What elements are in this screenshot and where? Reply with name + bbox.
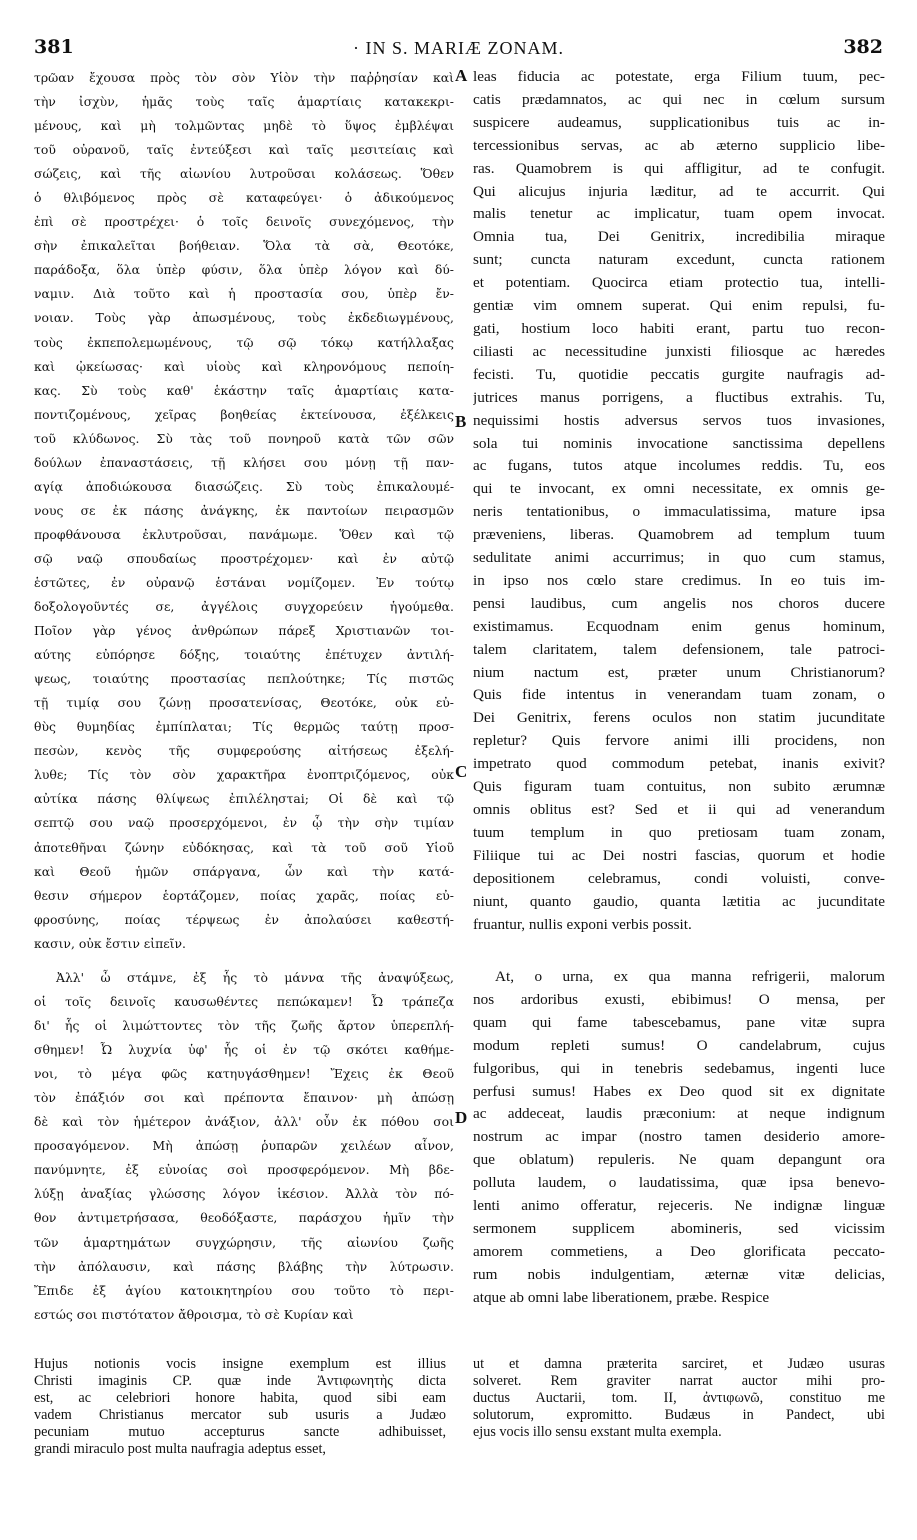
latin-text-line: tuum templum in quo pretiosam tuam zonam, [473,823,885,841]
greek-text-line: Ἔπιδε ἐξ ἁγίου κατοικητηρίου σου τοῦτο τὸ περι- [34,1282,454,1298]
latin-text-line: neris tentationibus, o immaculatissima, mature ipsa [473,503,885,521]
greek-text-line: τὴν ἀπόλαυσιν, καὶ πάσης βλάβης τὴν λύτρωσιν. [34,1258,454,1274]
greek-text-line: Ποῖον γὰρ γένος ἀνθρώπων πάρεξ Χριστιανῶν τοι- [34,623,454,639]
latin-text-line: leas fiducia ac potestate, erga Filium tuum, pec- [473,68,885,85]
greek-text-line: κας. Σὺ τοὺς καθ' ἑκάστην ταῖς ἁμαρτίαις κατα- [34,382,454,398]
latin-text-line: pensi laudibus, cum angelis nos choros ducere [473,594,885,612]
latin-text-line: amorem commetiens, a Deo glorificata peccato- [473,1242,885,1260]
latin-text-line: talem claritatem, talem defensionem, tale patroci- [473,640,885,658]
latin-text-line: perfusi sumus! Habes ex Deo quod sit ex dignitate [473,1082,885,1100]
latin-text-line: lenti animo offeratur, rejeceris. Ne indignæ linguæ [473,1197,885,1215]
latin-text-line: et potentiam. Quocirca etiam protectio tua, intelli- [473,274,885,292]
greek-text-line: μένους, καὶ μὴ τολμῶντας μηδὲ τὸ ὕψος ἐμβλέψαι [34,118,454,134]
margin-letter-b: B [455,412,467,431]
greek-text-line: λύξῃ ἀναξίας γλώσσης λόγον ἱκέσιον. Ἀλλὰ τὸν πό- [34,1186,454,1202]
latin-text-line: repletur? Quis fervore animi illi procidens, non [473,732,885,750]
margin-letter-a: A [455,66,468,85]
latin-text-line: gati, hostium loco habiti erant, partu tuo recon- [473,319,885,337]
greek-text-line: δούλων ἐπαναστάσεις, τῇ κλήσει σου μόνῃ τῇ παν- [34,454,454,470]
latin-text-line: nequissimi hostis adversus servos tuos invasiones, [473,411,885,429]
latin-text-line: qui te invocant, ex omni necessitate, ex omnis ge- [473,480,885,498]
footnote-left [34,1356,446,1458]
margin-letter-c: C [455,762,468,781]
footnote-line: vadem Christianus mercator sub usuris a Judæo [34,1407,446,1423]
greek-text-line: ὁ θλιβόμενος πρὸς σὲ καταφεύγει· ὁ ἀδικούμενος [34,190,454,206]
latin-text-line: atque ab omni labe liberationem, præbe. Respice [473,1288,770,1306]
latin-text-line: impetrato quod commodum petebat, inanis exivit? [473,755,885,773]
latin-text-line: fulgoribus, qui in tenebris sedebamus, ingenti luce [473,1059,885,1077]
footnote-line: ductus Auctarii, tom. II, ἀντιφωνῶ, constituo me [473,1390,885,1406]
latin-text-line: malis tenetur ac implicatur, tuam opem invocat. [473,205,885,223]
greek-text-line: τοὺς ἐκπεπολεμωμένους, τῷ σῷ τόκῳ κατήλλαξας [34,334,454,350]
latin-text-line: ras. Quamobrem is qui affligitur, ad te confugit. [473,159,885,177]
latin-text-line: nostrum ac impar (nostro tamen desiderio amore- [473,1128,885,1146]
greek-text-line: σώζεις, καὶ τῆς αἰωνίου λυτροῦσαι κολάσεως. Ὅθεν [34,166,454,182]
greek-text-line: δι' ἧς οἱ λιμώττοντες τὸν τῆς ζωῆς ἄρτον ὑπερεπλή- [34,1018,454,1034]
greek-text-line: Ἀλλ' ὦ στάμνε, ἐξ ἧς τὸ μάννα τῆς ἀναψύξεως, [56,970,454,985]
latin-text-line: sola tui nominis invocatione sanctissima depellens [473,434,885,452]
greek-text-line: φροσύνης, ποίας τέρψεως ἐν ἀπολαύσει καθεστή- [34,911,454,927]
latin-text-line: sedulitate animi accurrimus; in quo cum stamus, [473,549,885,567]
latin-text-line: existimamus. Ecquodnam enim genus hominum, [473,617,885,635]
greek-text-line: ψεως, τοιαύτης προστασίας πεπλούτηκε; Τίς πιστῶς [34,671,454,687]
greek-text-line: νοι, τὸ μέγα φῶς κατηυγάσθημεν! Ἔχεις ἐκ Θεοῦ [34,1066,454,1082]
greek-text-line: ἑστῶτες, ἐν οὐρανῷ ἑστάναι νομίζομεν. Ἐν τούτῳ [34,574,454,590]
latin-text-line: gentiæ vim omnem superat. Qui enim repulsi, fu- [473,297,885,315]
greek-text-line: ἀποτεθῆναι ζώνην εὐδόκησας, καὶ τὰ τοῦ σοῦ Υἱοῦ [34,839,454,855]
margin-letter-d: D [455,1108,468,1127]
greek-text-line: σὴν ἐπικαλεῖται βοήθειαν. Ὅλα τὰ σὰ, Θεοτόκε, [34,238,454,254]
footnote-line: est, ac celebriori honore habita, quod sibi eam [34,1390,446,1406]
greek-text-line: πεσὼν, κενὸς τῆς συμφερούσης αἰτήσεως ἐξελή- [34,743,454,759]
latin-text-line: depositionem celebramus, condi voluisti, conve- [473,869,885,887]
latin-text-line: fecisti. Tu, quotidie peccatis gurgite naufragis ad- [473,365,885,383]
latin-text-line: in ipso nos cœlo stare credimus. In eo tuis im- [473,571,885,589]
latin-text-line: omnis oblitus est? Sed et ii qui ad venerandum [473,801,885,818]
latin-text-line: que oblatum) repuleris. Ne quam depangunt ora [473,1151,885,1169]
latin-text-line: Qui alicujus injuria læditur, ad te accurrit. Qui [473,182,885,200]
latin-text-line: præveniens, liberas. Quamobrem ad templum tuum [473,526,885,544]
latin-text-line: Dei Genitrix, ferens oculos non statim jucunditate [473,709,885,727]
greek-text-line: αύτης εὐπόρησε δόξης, τοιαύτης ἐπέτυχεν ἀντιλή- [34,647,454,663]
footnote-right [473,1356,885,1441]
running-title: · IN S. MARIÆ ZONAM. [352,38,564,58]
greek-text-line: τρῶαν ἔχουσα πρὸς τὸν σὸν Υἱὸν τὴν παῤῥησίαν καὶ [34,70,454,85]
latin-text-line: suspicere audeamus, supplicationibus tuis ac in- [473,113,885,131]
latin-column-paragraph-2 [473,966,885,1310]
footnote-line: grandi miraculo post multa naufragia adeptus esset, [34,1441,326,1457]
latin-text-line: nos ardoribus exusti, ebibimus! O mensa, per [473,990,885,1008]
page-number-left: 381 [34,36,74,58]
latin-text-line: niunt, quanto gaudio, quanta lætitia ac jucunditate [473,892,885,910]
latin-text-line: jutrices manus porrigens, a fluctibus extrahis. Tu, [473,388,885,406]
greek-text-line: προφθάνουσα ἐκλυτροῦσαι, πανάμωμε. Ὅθεν καὶ τῷ [34,526,454,542]
footnote-line: pecuniam mutuo accepturus sancte adhibuisset, [34,1424,446,1440]
latin-text-line: Quis fide intentus in venerandam tuam zonam, o [473,686,885,704]
greek-text-line: δοξολογοῦντές σε, ἀγγέλοις συγχορεύειν ἡγούμεθα. [34,599,454,615]
greek-text-line: θον ἀντιμετρήσασα, θεοδόξαστε, παράσχου ἡμῖν τὴν [34,1210,454,1226]
greek-text-line: λυθε; Τίς τὸν σὸν χαρακτῆρα ἐνοπτριζόμενος, οὐκ [34,767,454,783]
latin-text-line: sunt; cuncta naturam excedunt, cuncta rationem [473,251,885,269]
latin-text-line: ac addeceat, laudis præconium: at neque indignum [473,1105,885,1123]
footnote-line: Christi imaginis CP. quæ inde Ἀντιφωνητὴς dicta [34,1373,446,1389]
greek-text-line: καὶ Θεοῦ ἡμῶν σπάργανα, ὧν καὶ τὴν κατά- [34,863,454,879]
footnote-line: solutorum, expromitto. Budæus in Pandect, ubi [473,1407,885,1423]
greek-text-line: αὐτίκα πάσης θλίψεως ἐπιλέληστai; Οἱ δὲ καὶ τῷ [34,791,454,807]
greek-text-line: σῷ ναῷ σπουδαίως προστρέχομεν· καὶ ἐν αὐτῷ [34,550,454,566]
greek-text-line: παράδοξα, ὅλα ὑπὲρ φύσιν, ὅλα ὑπὲρ λόγον καὶ δύ- [34,262,454,278]
greek-column-paragraph-2 [34,966,454,1327]
greek-text-line: νοιαν. Τοὺς γὰρ ἀπωσμένους, τοὺς ἐκδεδιωγμένους, [34,310,454,326]
greek-text-line: σθημεν! Ὦ λυχνία ὑφ' ἧς οἱ ἐν τῷ σκότει καθήμε- [34,1042,454,1058]
page-number-right: 382 [843,36,883,58]
greek-column [34,66,454,956]
latin-text-line: fruantur, nullis exponi verbis possit. [473,915,692,933]
greek-text-line: ποντιζομένους, χεῖρας βοηθείας ἐκτείνουσα, ἐξέλκεις [34,406,454,422]
footnote-line: ut et damna præterita sarciret, et Judæo usuras [473,1356,885,1372]
footnote-line: ejus vocis illo sensu exstant multa exempla. [473,1424,722,1440]
footnote-line: Hujus notionis vocis insigne exemplum est illius [34,1356,446,1372]
latin-text-line: Omnia tua, Dei Genitrix, incredibilia miraque [473,228,885,246]
latin-text-line: ciliasti ac necessitudine junxisti filiosque ac hæredes [473,342,885,360]
latin-text-line: At, o urna, ex qua manna refrigerii, malorum [495,968,885,985]
greek-text-line: σεπτῷ σου ναῷ προσερχόμενοι, ἐν ᾧ τὴν σὴν τιμίαν [34,815,454,831]
latin-column [473,66,885,936]
latin-text-line: nium nactum est, præter unum Christianorum? [473,663,885,681]
greek-text-line: καὶ ᾠκείωσας· καὶ υἱοὺς καὶ κληρονόμους πεποίη- [34,358,454,374]
greek-text-line: θεσιν σήμερον ἑορτάζομεν, ποίας χαρᾶς, ποίας εὐ- [34,887,454,903]
latin-text-line: sermonem supplicem abomineris, sed vicissim [473,1219,885,1237]
greek-text-line: κασιν, οὐκ ἔστιν εἰπεῖν. [34,935,186,951]
greek-text-line: προσαγόμενον. Μὴ ἀπώσῃ ῥυπαρῶν χειλέων αἶνον, [34,1138,454,1154]
greek-text-line: εστώς σοι πιστότατον ἄθροισμα, τὸ σὲ Κυρίαν καὶ [34,1306,354,1322]
greek-text-line: δὲ καὶ τὸν ἡμέτερον ἀνάξιον, ἀλλ' οὖν ἐκ πόθου σοι [34,1114,454,1130]
latin-text-line: ac fugans, tutos atque incolumes reddis. Tu, eos [473,457,885,475]
footnote-line: solveret. Rem graviter narrat auctor mihi pro- [473,1373,885,1389]
latin-text-line: modum repleti sumus! O candelabrum, cujus [473,1036,885,1054]
greek-text-line: τὴν ἰσχὺν, ἡμᾶς τοὺς ταῖς ἁμαρτίαις κατακεκρι- [34,94,454,110]
greek-text-line: τοῦ οὐρανοῦ, ταῖς ἐντεύξεσι καὶ ταῖς μεσιτείαις καὶ [34,142,454,158]
latin-text-line: quam qui fame tabescebamus, pane vitæ supra [473,1013,885,1031]
greek-text-line: ναμιν. Διὰ τοῦτο καὶ ἡ προστασία σου, ὑπὲρ ἔν- [34,286,454,302]
latin-text-line: rum nobis indulgentiam, æternæ vitæ delicias, [473,1265,885,1283]
greek-text-line: τῇ τιμίᾳ σου ζώνῃ προσατενίσας, Θεοτόκε, οὐκ εὐ- [34,695,454,711]
latin-text-line: polluta laudem, o laudatissima, quæ ipsa benevo- [473,1174,885,1192]
latin-text-line: tercessionibus servas, ac ab æterno supplicio libe- [473,136,885,154]
greek-text-line: τὸν ἐπάξιόν σοι καὶ πρέποντα ἔπαινον· μὴ ἀπώσῃ [34,1090,454,1106]
greek-text-line: τῶν ἁμαρτημάτων συγχώρησιν, τῆς αἰωνίου ζωῆς [34,1234,454,1250]
greek-text-line: πανύμνητε, ἐξ εὐνοίας σοὶ προσφερόμενον. Μὴ βδε- [34,1162,454,1178]
greek-text-line: αγίᾳ ἀποδιώκουσα διασώζεις. Σὺ τοὺς ἐπικαλουμέ- [34,478,454,494]
latin-text-line: catis prædamnatos, ac qui nec in cœlum sursum [473,90,885,108]
greek-text-line: θὺς θυμηδίας ἐμπίπλαται; Τίς θερμῶς ταύτῃ προσ- [34,719,454,735]
greek-text-line: τοῦ κλύδωνος. Σὺ τὰς τοῦ πονηροῦ κατὰ τῶν σῶν [34,430,454,446]
greek-text-line: ἐπὶ σὲ προστρέχει· ὁ τοῖς δεινοῖς συνεχόμενος, τὴν [34,214,454,230]
latin-text-line: Quis figuram tuam contuitus, non subito ærumnæ [473,778,885,796]
latin-text-line: Filiique tui ac Dei nostri fascias, quorum et hodie [473,846,885,864]
greek-text-line: νους σε ἐκ πάσης ἀνάγκης, ἐκ παντοίων πειρασμῶν [34,502,454,518]
greek-text-line: οἱ τοῖς δεινοῖς καυσωθέντες πεπώκαμεν! Ὦ τράπεζα [34,994,454,1010]
